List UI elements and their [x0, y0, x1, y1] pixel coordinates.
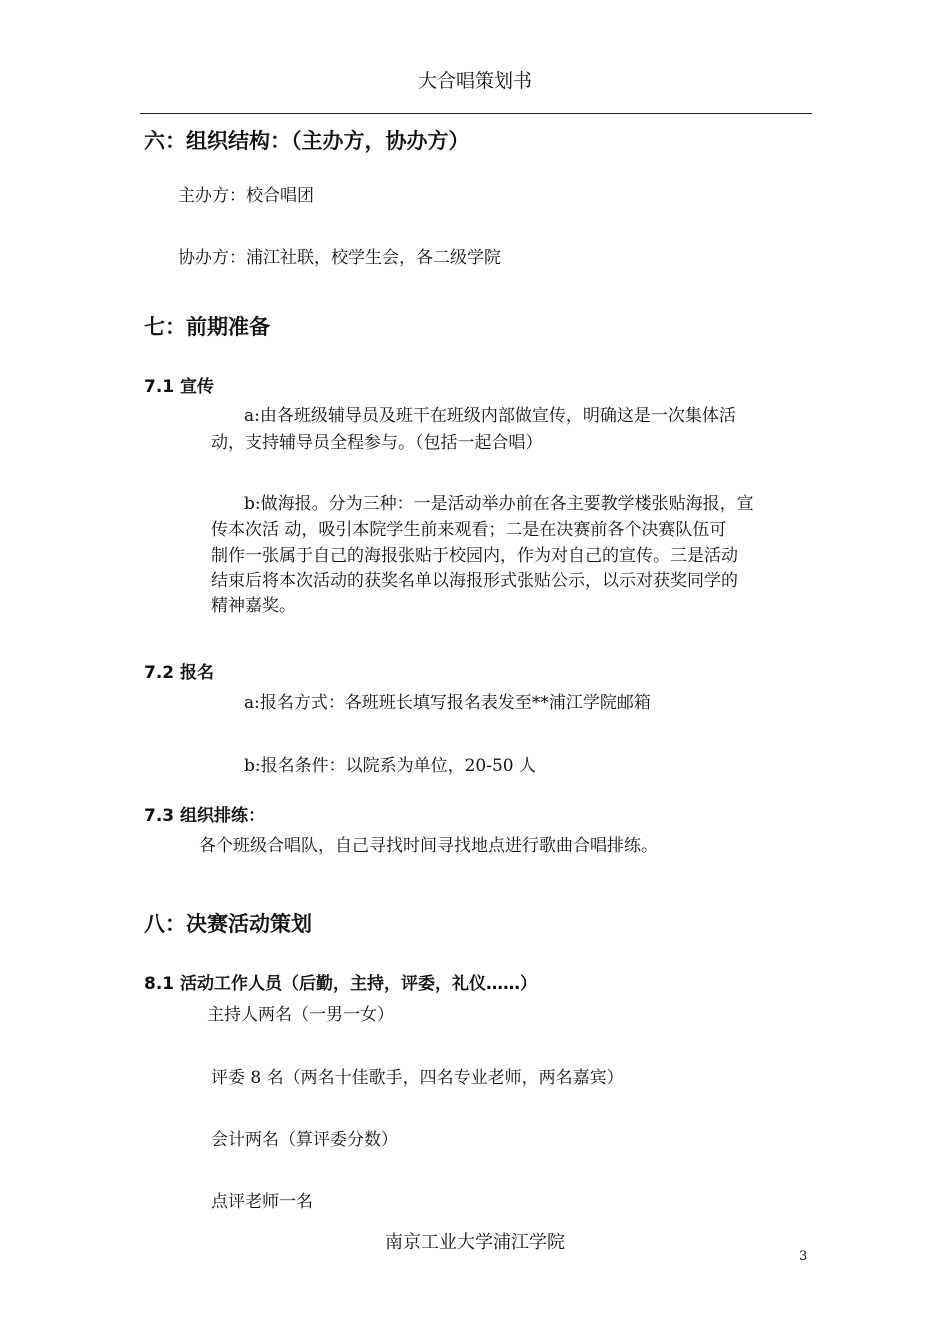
- staff-item: 会计两名（算评委分数）: [211, 1130, 398, 1150]
- publicity-b-line-2: 传本次活 动，吸引本院学生前来观看；二是在决赛前各个决赛队伍可: [211, 520, 727, 540]
- host-line: 主办方：校合唱团: [178, 186, 314, 206]
- header-title: 大合唱策划书: [417, 70, 532, 92]
- publicity-a-line-1: a:由各班级辅导员及班干在班级内部做宣传，明确这是一次集体活: [244, 406, 736, 426]
- rehearsal-text: 各个班级合唱队，自己寻找时间寻找地点进行歌曲合唱排练。: [199, 836, 658, 856]
- staff-item: 主持人两名（一男一女）: [207, 1005, 394, 1025]
- section-8-1-heading: 8.1 活动工作人员（后勤，主持，评委，礼仪……）: [144, 974, 538, 994]
- section-8-heading: 八：决赛活动策划: [144, 912, 312, 936]
- co-host-line: 协办方：浦江社联，校学生会，各二级学院: [178, 248, 501, 268]
- section-7-1-heading: 7.1 宣传: [144, 377, 215, 397]
- publicity-b-line-3: 制作一张属于自己的海报张贴于校园内，作为对自己的宣传。三是活动: [211, 546, 738, 566]
- section-7-2-heading: 7.2 报名: [144, 663, 215, 683]
- section-6-heading: 六：组织结构：（主办方，协办方）: [144, 129, 470, 153]
- footer-school-name: 南京工业大学浦江学院: [385, 1232, 565, 1253]
- header-divider: [140, 113, 812, 114]
- publicity-b-line-5: 精神嘉奖。: [211, 596, 296, 616]
- publicity-b-line-1: b:做海报。分为三种：一是活动举办前在各主要教学楼张贴海报，宣: [244, 494, 754, 514]
- registration-method: a:报名方式：各班班长填写报名表发至**浦江学院邮箱: [244, 693, 651, 713]
- publicity-a-line-2: 动，支持辅导员全程参与。（包括一起合唱）: [211, 433, 543, 453]
- staff-item: 评委 8 名（两名十佳歌手，四名专业老师，两名嘉宾）: [211, 1068, 624, 1088]
- section-7-3-heading: 7.3 组织排练：: [144, 806, 266, 826]
- section-7-heading: 七：前期准备: [144, 315, 270, 339]
- registration-conditions: b:报名条件：以院系为单位，20-50 人: [244, 756, 537, 776]
- staff-item: 点评老师一名: [211, 1192, 313, 1212]
- page-number: 3: [799, 1249, 808, 1264]
- publicity-b-line-4: 结束后将本次活动的获奖名单以海报形式张贴公示，以示对获奖同学的: [211, 571, 738, 591]
